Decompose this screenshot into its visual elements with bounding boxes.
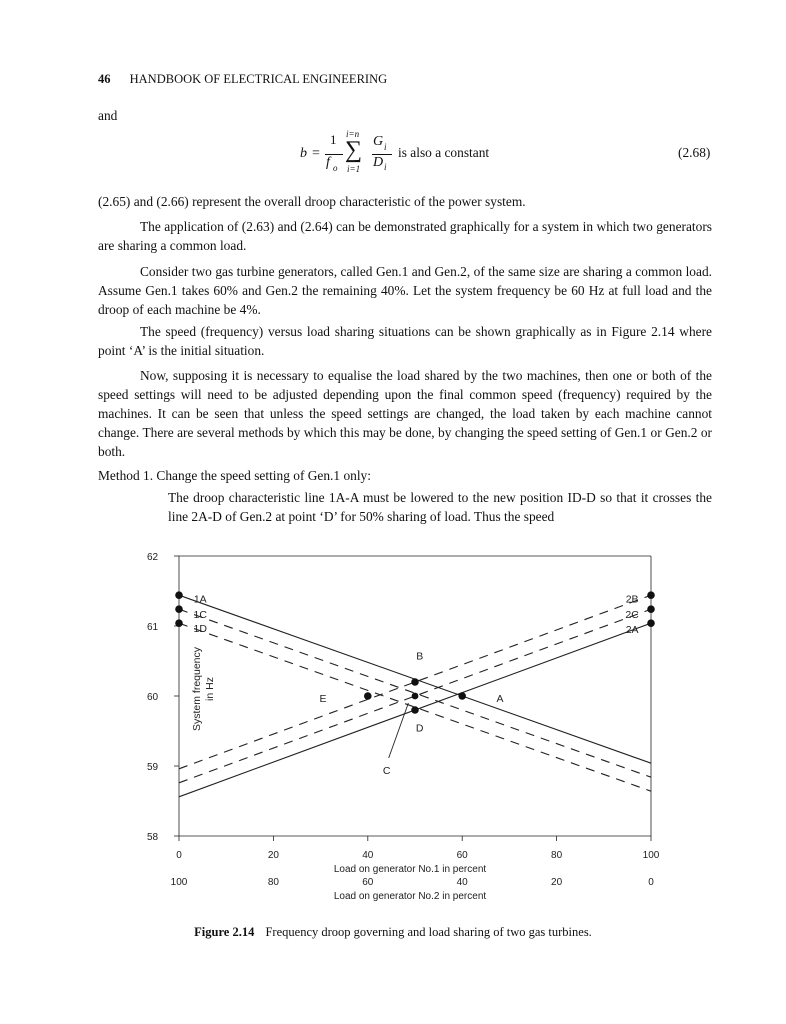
droop-chart bbox=[0, 540, 786, 920]
eq-frac-den-sub: o bbox=[333, 163, 338, 173]
intro-word: and bbox=[98, 108, 118, 123]
line-label-2b: 2B bbox=[625, 593, 639, 606]
eq-sum-top: i=n bbox=[346, 129, 360, 139]
mid-point-dot bbox=[412, 693, 419, 700]
x2-tick-label: 60 bbox=[362, 877, 374, 888]
y-tick-label: 60 bbox=[147, 692, 159, 703]
endpoint-dot bbox=[175, 619, 183, 627]
y-tick-label: 58 bbox=[147, 832, 159, 843]
paragraph-4: The speed (frequency) versus load sharing situations can be shown graphically as in Figure 2.14 where point ‘A’ is the initial situation. bbox=[98, 324, 712, 358]
endpoint-dot bbox=[647, 591, 655, 599]
line-label-2a: 2A bbox=[625, 624, 639, 637]
x-tick-label: 0 bbox=[176, 850, 182, 861]
y-tick-label: 61 bbox=[147, 622, 159, 633]
point-dot-e bbox=[364, 692, 372, 700]
line-label-1a: 1A bbox=[193, 593, 207, 606]
point-label-d: D bbox=[415, 722, 424, 735]
x-tick-label: 20 bbox=[267, 850, 279, 861]
y-axis-label-line2: in Hz bbox=[204, 677, 216, 701]
method-body: The droop characteristic line 1A-A must be lowered to the new position ID-D so that it crosses the line 2A-D of Gen.2 at point ‘D’ for 50% sharing of load. Thus the speed bbox=[168, 490, 712, 524]
eq-numerator-idx: i bbox=[384, 142, 387, 152]
eq-equals: = bbox=[312, 146, 320, 161]
y-axis-label-line1: System frequency bbox=[191, 646, 203, 732]
y-tick-label: 59 bbox=[147, 762, 159, 773]
point-label-a: A bbox=[496, 693, 504, 706]
figure-label: Figure 2.14 bbox=[194, 925, 255, 939]
page-number: 46 bbox=[98, 72, 111, 86]
running-title: HANDBOOK OF ELECTRICAL ENGINEERING bbox=[129, 72, 388, 86]
point-dot-d bbox=[411, 706, 419, 714]
eq-lhs: b bbox=[300, 146, 307, 161]
equation-2-68 bbox=[300, 129, 720, 186]
endpoint-dot bbox=[647, 619, 655, 627]
eq-sum-symbol: ∑ bbox=[345, 137, 363, 163]
eq-sum-bottom: i=1 bbox=[347, 164, 361, 174]
x2-tick-label: 80 bbox=[267, 877, 279, 888]
x2-tick-label: 40 bbox=[456, 877, 468, 888]
method-heading: Method 1. Change the speed setting of Gen.1 only: bbox=[98, 468, 371, 483]
endpoint-dot bbox=[647, 605, 655, 613]
paragraph-3: Consider two gas turbine generators, called Gen.1 and Gen.2, of the same size are sharing a common load. Assume Gen.1 takes 60% and Gen.2 the remaining 40%. Let the system frequency be 60 Hz at full load and the droop of each machine be 4%. bbox=[98, 264, 712, 317]
callout-label-c: C bbox=[382, 765, 391, 777]
equation-number: (2.68) bbox=[678, 145, 711, 160]
x2-tick-label: 0 bbox=[648, 877, 654, 888]
eq-denominator-idx: i bbox=[384, 162, 387, 172]
line-label-2c: 2C bbox=[625, 608, 639, 621]
figure-caption bbox=[0, 925, 786, 940]
line-label-1c: 1C bbox=[193, 608, 207, 621]
x-axis-label-gen1: Load on generator No.1 in percent bbox=[333, 864, 487, 875]
figure-caption-text: Frequency droop governing and load sharing of two gas turbines. bbox=[265, 925, 592, 939]
x-tick-label: 100 bbox=[642, 850, 660, 861]
x-tick-label: 80 bbox=[551, 850, 563, 861]
x-axis-label-gen2: Load on generator No.2 in percent bbox=[333, 891, 487, 902]
paragraph-2: The application of (2.63) and (2.64) can be demonstrated graphically for a system in which two generators are sharing a common load. bbox=[98, 219, 712, 253]
eq-frac-den: f bbox=[326, 155, 330, 170]
eq-frac-num: 1 bbox=[330, 132, 337, 147]
y-tick-label: 62 bbox=[147, 552, 159, 563]
point-dot-a bbox=[458, 692, 466, 700]
running-header bbox=[98, 72, 387, 87]
endpoint-dot bbox=[175, 605, 183, 613]
x-tick-label: 40 bbox=[362, 850, 374, 861]
x-tick-label: 60 bbox=[456, 850, 468, 861]
paragraph-1: (2.65) and (2.66) represent the overall droop characteristic of the power system. bbox=[98, 194, 526, 209]
x2-tick-label: 100 bbox=[170, 877, 188, 888]
point-dot-b bbox=[411, 678, 419, 686]
line-label-1d: 1D bbox=[193, 622, 207, 635]
eq-denominator-d: D bbox=[373, 155, 384, 170]
chart-ticks bbox=[147, 552, 660, 902]
point-label-e: E bbox=[319, 693, 327, 706]
endpoint-dot bbox=[175, 591, 183, 599]
chart-markers bbox=[175, 591, 655, 713]
paragraph-5: Now, supposing it is necessary to equalise the load shared by the two machines, then one or both of the speed settings will need to be adjusted depending upon the final common speed (frequency) required by the machines. It can be seen that unless the speed settings are changed, the load taken by each machine cannot change. There are several methods by which this may be done, by changing the speed setting of Gen.1 or Gen.2 or both. bbox=[98, 368, 712, 459]
eq-tail-text: is also a constant bbox=[398, 145, 490, 160]
point-label-b: B bbox=[416, 650, 424, 663]
callout-leader-line bbox=[389, 703, 409, 758]
eq-numerator-g: G bbox=[373, 134, 384, 149]
x2-tick-label: 20 bbox=[551, 877, 563, 888]
